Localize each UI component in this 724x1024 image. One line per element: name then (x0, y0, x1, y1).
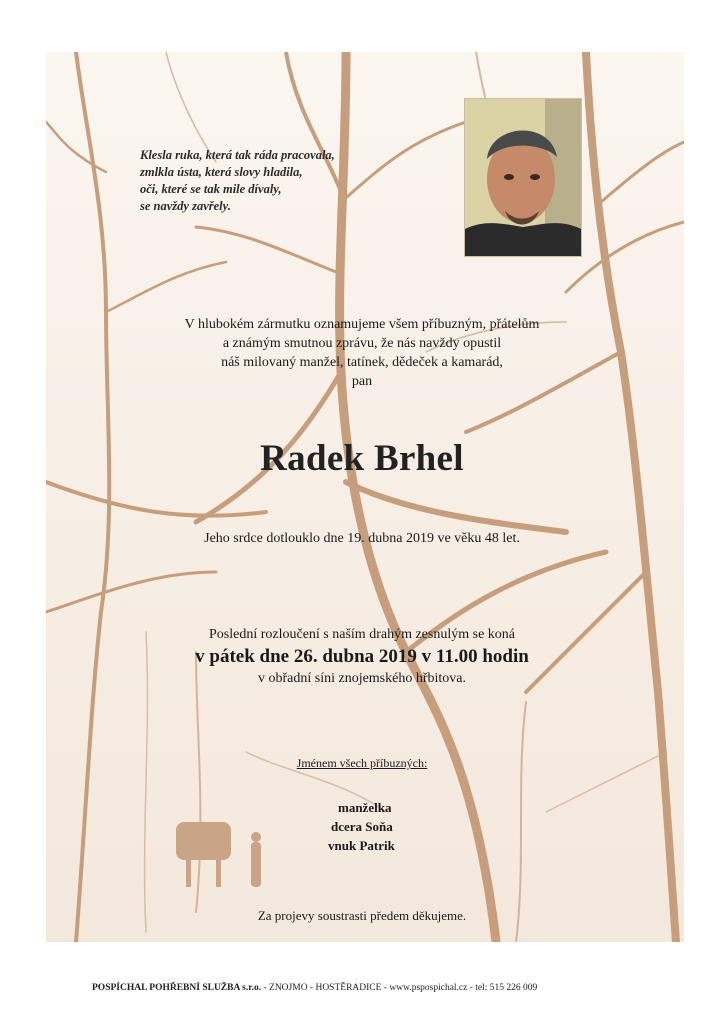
verse-line: Klesla ruka, která tak ráda pracovala, (140, 148, 335, 162)
announcement-line: V hlubokém zármutku oznamujeme všem příbuzným, přátelům (184, 317, 540, 332)
portrait-image (465, 99, 581, 256)
memorial-verse (140, 147, 410, 215)
company-contact: - ZNOJMO - HOSTĚRADICE - www.pspospichal.cz - tel: 515 226 009 (261, 983, 538, 993)
funeral-location: v obřadní síni znojemského hřbitova. (257, 671, 467, 686)
deceased-name: Radek Brhel (260, 438, 464, 479)
verse-line: oči, které se tak mile dívaly, (140, 182, 282, 196)
mourner-item: manželka (338, 800, 392, 815)
funeral-date-time: v pátek dne 26. dubna 2019 v 11.00 hodin (195, 646, 529, 667)
on-behalf-heading: Jménem všech příbuzných: (296, 756, 428, 770)
mourners-list (328, 798, 395, 855)
funeral-intro: Poslední rozloučení s naším drahým zesnulým se koná (209, 627, 515, 642)
funeral-details (0, 625, 724, 689)
announcement-line: a známým smutnou zprávu, že nás navždy opustil (222, 336, 502, 351)
company-name: POSPÍCHAL POHŘEBNÍ SLUŽBA s.r.o. (92, 983, 262, 993)
death-date-line: Jeho srdce dotlouklo dne 19. dubna 2019 ve věku 48 let. (204, 531, 520, 546)
verse-line: se navždy zavřely. (140, 199, 231, 213)
mourner-item: dcera Soňa (331, 819, 393, 834)
announcement-text (0, 315, 724, 391)
portrait-photo (464, 98, 582, 257)
condolence-thanks: Za projevy soustrasti předem děkujeme. (257, 908, 467, 923)
funeral-service-footer (92, 983, 652, 993)
mourner-item: vnuk Patrik (328, 838, 395, 853)
verse-line: zmlkla ústa, která slovy hladila, (140, 165, 303, 179)
announcement-line: pan (351, 374, 373, 389)
announcement-line: náš milovaný manžel, tatínek, dědeček a kamarád, (221, 355, 503, 370)
